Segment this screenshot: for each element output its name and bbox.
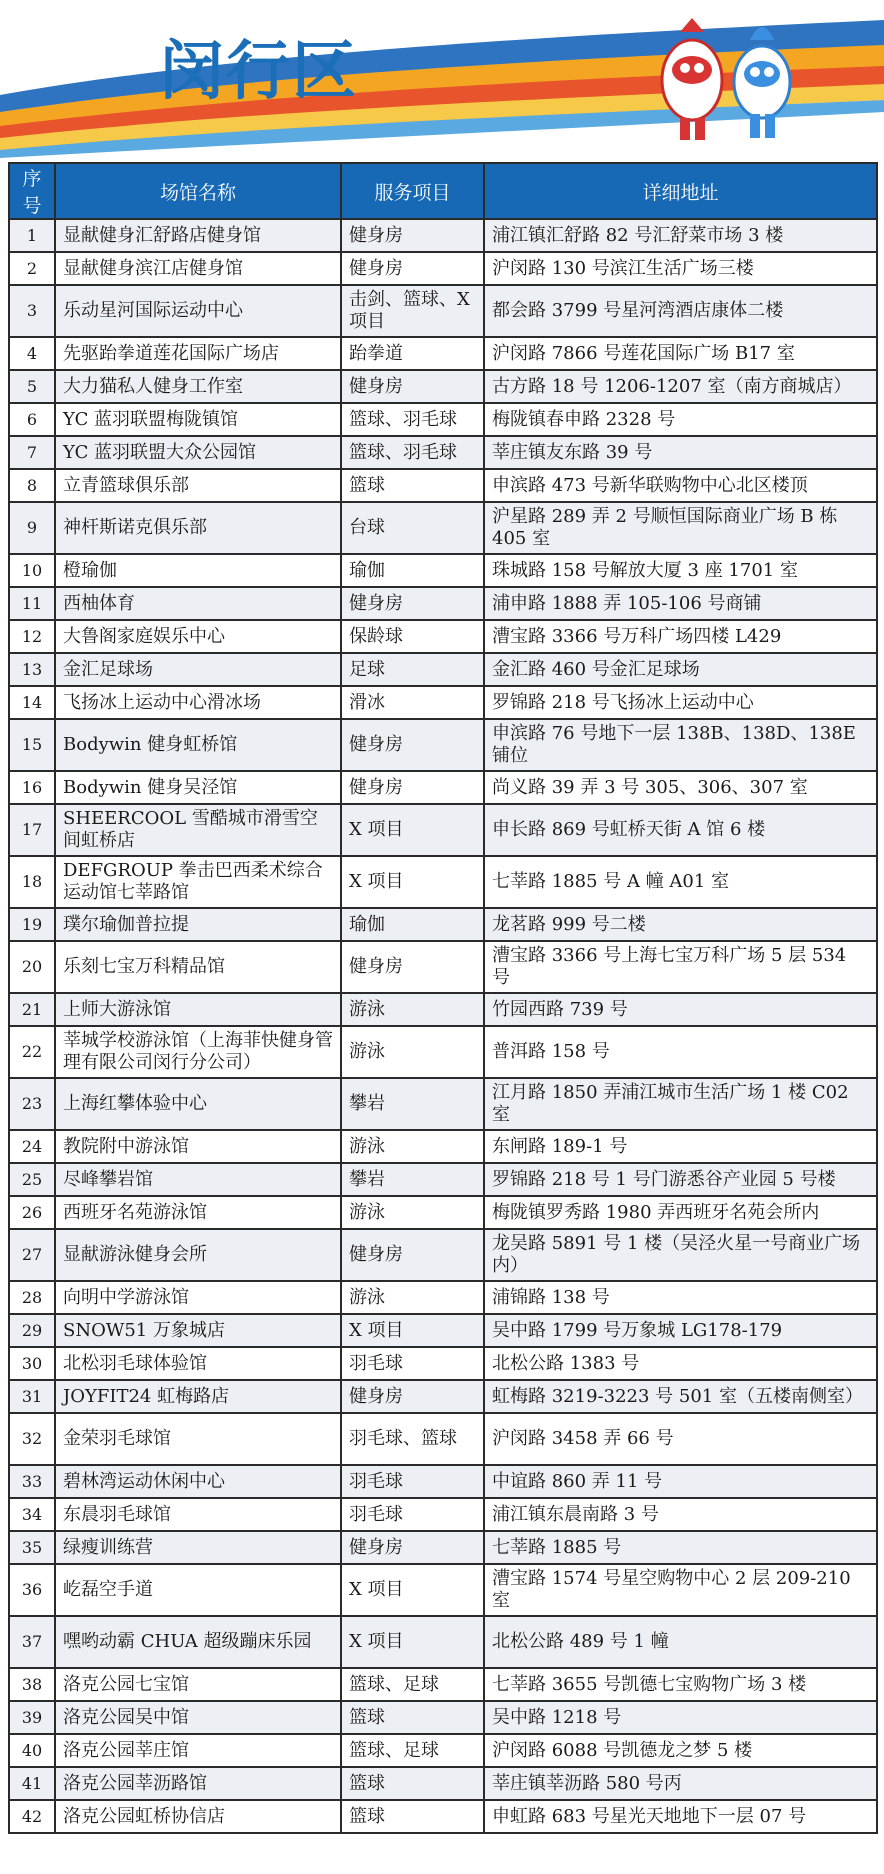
- cell-no: 27: [9, 1229, 55, 1281]
- cell-address: 珠城路 158 号解放大厦 3 座 1701 室: [484, 554, 877, 587]
- cell-no: 4: [9, 337, 55, 370]
- cell-service: 游泳: [341, 1196, 484, 1229]
- cell-no: 12: [9, 620, 55, 653]
- col-header-name: 场馆名称: [55, 163, 341, 219]
- cell-no: 29: [9, 1314, 55, 1347]
- cell-address: 浦江镇东晨南路 3 号: [484, 1498, 877, 1531]
- cell-venue-name: 飞扬冰上运动中心滑冰场: [55, 686, 341, 719]
- cell-service: 台球: [341, 502, 484, 554]
- cell-venue-name: DEFGROUP 拳击巴西柔术综合运动馆七莘路馆: [55, 856, 341, 908]
- cell-no: 38: [9, 1668, 55, 1701]
- cell-address: 申长路 869 号虹桥天街 A 馆 6 楼: [484, 804, 877, 856]
- cell-venue-name: 莘城学校游泳馆（上海菲快健身管理有限公司闵行分公司）: [55, 1026, 341, 1078]
- cell-service: 健身房: [341, 719, 484, 771]
- cell-address: 东闸路 189-1 号: [484, 1130, 877, 1163]
- cell-service: 健身房: [341, 219, 484, 252]
- banner-header: [0, 0, 884, 158]
- table-row: [9, 653, 877, 686]
- cell-no: 13: [9, 653, 55, 686]
- cell-venue-name: 璞尔瑜伽普拉提: [55, 908, 341, 941]
- table-row: [9, 337, 877, 370]
- cell-venue-name: 洛克公园吴中馆: [55, 1701, 341, 1734]
- cell-venue-name: 西柚体育: [55, 587, 341, 620]
- cell-venue-name: 嘿哟动霸 CHUA 超级蹦床乐园: [55, 1616, 341, 1668]
- cell-venue-name: SNOW51 万象城店: [55, 1314, 341, 1347]
- cell-address: 沪闵路 130 号滨江生活广场三楼: [484, 252, 877, 285]
- cell-venue-name: 显献健身滨江店健身馆: [55, 252, 341, 285]
- cell-address: 罗锦路 218 号 1 号门游悉谷产业园 5 号楼: [484, 1163, 877, 1196]
- cell-service: 篮球、足球: [341, 1734, 484, 1767]
- cell-venue-name: 洛克公园莘沥路馆: [55, 1767, 341, 1800]
- table-row: [9, 856, 877, 908]
- cell-address: 七莘路 3655 号凯德七宝购物广场 3 楼: [484, 1668, 877, 1701]
- cell-service: 健身房: [341, 587, 484, 620]
- cell-venue-name: SHEERCOOL 雪酷城市滑雪空间虹桥店: [55, 804, 341, 856]
- cell-service: X 项目: [341, 856, 484, 908]
- cell-no: 18: [9, 856, 55, 908]
- col-header-address: 详细地址: [484, 163, 877, 219]
- cell-service: 篮球、羽毛球: [341, 403, 484, 436]
- cell-service: 健身房: [341, 941, 484, 993]
- table-row: [9, 620, 877, 653]
- cell-venue-name: 绿瘦训练营: [55, 1531, 341, 1564]
- cell-venue-name: 神杆斯诺克俱乐部: [55, 502, 341, 554]
- cell-service: 篮球: [341, 1800, 484, 1833]
- cell-venue-name: 上师大游泳馆: [55, 993, 341, 1026]
- cell-venue-name: 金汇足球场: [55, 653, 341, 686]
- cell-service: 健身房: [341, 771, 484, 804]
- cell-address: 普洱路 158 号: [484, 1026, 877, 1078]
- table-row: [9, 1734, 877, 1767]
- cell-address: 龙吴路 5891 号 1 楼（吴泾火星一号商业广场内）: [484, 1229, 877, 1281]
- table-row: [9, 686, 877, 719]
- cell-no: 22: [9, 1026, 55, 1078]
- cell-venue-name: 大力猫私人健身工作室: [55, 370, 341, 403]
- table-row: [9, 1531, 877, 1564]
- cell-no: 6: [9, 403, 55, 436]
- table-row: [9, 1026, 877, 1078]
- table-row: [9, 804, 877, 856]
- cell-venue-name: 金荣羽毛球馆: [55, 1413, 341, 1465]
- cell-no: 25: [9, 1163, 55, 1196]
- table-row: [9, 1229, 877, 1281]
- cell-address: 虹梅路 3219-3223 号 501 室（五楼南侧室）: [484, 1380, 877, 1413]
- cell-no: 39: [9, 1701, 55, 1734]
- table-row: [9, 1564, 877, 1616]
- cell-no: 24: [9, 1130, 55, 1163]
- cell-no: 23: [9, 1078, 55, 1130]
- cell-address: 申滨路 473 号新华联购物中心北区楼顶: [484, 469, 877, 502]
- table-row: [9, 554, 877, 587]
- cell-no: 31: [9, 1380, 55, 1413]
- cell-venue-name: 洛克公园七宝馆: [55, 1668, 341, 1701]
- table-row: [9, 403, 877, 436]
- cell-venue-name: Bodywin 健身虹桥馆: [55, 719, 341, 771]
- table-row: [9, 1380, 877, 1413]
- table-row: [9, 285, 877, 337]
- table-row: [9, 370, 877, 403]
- cell-address: 江月路 1850 弄浦江城市生活广场 1 楼 C02 室: [484, 1078, 877, 1130]
- table-row: [9, 436, 877, 469]
- cell-service: 健身房: [341, 1380, 484, 1413]
- cell-address: 申虹路 683 号星光天地地下一层 07 号: [484, 1800, 877, 1833]
- cell-no: 40: [9, 1734, 55, 1767]
- cell-address: 浦江镇汇舒路 82 号汇舒菜市场 3 楼: [484, 219, 877, 252]
- cell-address: 漕宝路 3366 号万科广场四楼 L429: [484, 620, 877, 653]
- cell-venue-name: 碧林湾运动休闲中心: [55, 1465, 341, 1498]
- table-row: [9, 252, 877, 285]
- cell-venue-name: 北松羽毛球体验馆: [55, 1347, 341, 1380]
- table-row: [9, 1196, 877, 1229]
- cell-service: 羽毛球: [341, 1347, 484, 1380]
- cell-no: 5: [9, 370, 55, 403]
- cell-address: 七莘路 1885 号 A 幢 A01 室: [484, 856, 877, 908]
- cell-address: 北松公路 489 号 1 幢: [484, 1616, 877, 1668]
- cell-no: 19: [9, 908, 55, 941]
- cell-venue-name: 上海红攀体验中心: [55, 1078, 341, 1130]
- mascot-illustration: [640, 10, 820, 150]
- table-row: [9, 1347, 877, 1380]
- venue-table: [8, 162, 878, 1834]
- cell-address: 沪闵路 7866 号莲花国际广场 B17 室: [484, 337, 877, 370]
- cell-service: 羽毛球: [341, 1498, 484, 1531]
- cell-no: 8: [9, 469, 55, 502]
- cell-service: 健身房: [341, 1531, 484, 1564]
- cell-no: 1: [9, 219, 55, 252]
- cell-venue-name: 先驱跆拳道莲花国际广场店: [55, 337, 341, 370]
- cell-service: 击剑、篮球、X 项目: [341, 285, 484, 337]
- cell-no: 42: [9, 1800, 55, 1833]
- cell-no: 16: [9, 771, 55, 804]
- cell-venue-name: 显献游泳健身会所: [55, 1229, 341, 1281]
- cell-address: 七莘路 1885 号: [484, 1531, 877, 1564]
- table-row: [9, 908, 877, 941]
- cell-service: 游泳: [341, 1281, 484, 1314]
- cell-address: 申滨路 76 号地下一层 138B、138D、138E 铺位: [484, 719, 877, 771]
- cell-no: 3: [9, 285, 55, 337]
- table-row: [9, 219, 877, 252]
- cell-venue-name: 立青篮球俱乐部: [55, 469, 341, 502]
- table-row: [9, 1498, 877, 1531]
- cell-no: 10: [9, 554, 55, 587]
- table-row: [9, 1281, 877, 1314]
- table-row: [9, 469, 877, 502]
- cell-no: 37: [9, 1616, 55, 1668]
- cell-venue-name: 屹磊空手道: [55, 1564, 341, 1616]
- cell-service: X 项目: [341, 1616, 484, 1668]
- cell-address: 沪星路 289 弄 2 号顺恒国际商业广场 B 栋 405 室: [484, 502, 877, 554]
- cell-service: 游泳: [341, 993, 484, 1026]
- cell-service: 篮球、足球: [341, 1668, 484, 1701]
- table-row: [9, 771, 877, 804]
- cell-address: 吴中路 1218 号: [484, 1701, 877, 1734]
- cell-venue-name: 显献健身汇舒路店健身馆: [55, 219, 341, 252]
- cell-no: 30: [9, 1347, 55, 1380]
- cell-service: 健身房: [341, 1229, 484, 1281]
- table-row: [9, 1668, 877, 1701]
- cell-address: 梅陇镇春申路 2328 号: [484, 403, 877, 436]
- cell-venue-name: 西班牙名苑游泳馆: [55, 1196, 341, 1229]
- cell-venue-name: 橙瑜伽: [55, 554, 341, 587]
- table-row: [9, 587, 877, 620]
- cell-no: 36: [9, 1564, 55, 1616]
- cell-service: 篮球: [341, 469, 484, 502]
- cell-venue-name: YC 蓝羽联盟梅陇镇馆: [55, 403, 341, 436]
- table-row: [9, 1130, 877, 1163]
- cell-service: 瑜伽: [341, 908, 484, 941]
- cell-no: 34: [9, 1498, 55, 1531]
- table-row: [9, 1078, 877, 1130]
- table-row: [9, 1616, 877, 1668]
- cell-address: 莘庄镇莘沥路 580 号丙: [484, 1767, 877, 1800]
- cell-address: 吴中路 1799 号万象城 LG178-179: [484, 1314, 877, 1347]
- cell-address: 竹园西路 739 号: [484, 993, 877, 1026]
- col-header-service: 服务项目: [341, 163, 484, 219]
- cell-no: 7: [9, 436, 55, 469]
- cell-service: 攀岩: [341, 1163, 484, 1196]
- cell-address: 罗锦路 218 号飞扬冰上运动中心: [484, 686, 877, 719]
- cell-service: 羽毛球、篮球: [341, 1413, 484, 1465]
- cell-service: X 项目: [341, 1314, 484, 1347]
- cell-no: 14: [9, 686, 55, 719]
- cell-service: 游泳: [341, 1130, 484, 1163]
- cell-service: 瑜伽: [341, 554, 484, 587]
- table-row: [9, 1314, 877, 1347]
- cell-address: 浦申路 1888 弄 105-106 号商铺: [484, 587, 877, 620]
- cell-no: 9: [9, 502, 55, 554]
- cell-address: 都会路 3799 号星河湾酒店康体二楼: [484, 285, 877, 337]
- cell-no: 28: [9, 1281, 55, 1314]
- table-row: [9, 1163, 877, 1196]
- cell-venue-name: YC 蓝羽联盟大众公园馆: [55, 436, 341, 469]
- table-row: [9, 993, 877, 1026]
- col-header-no: 序号: [9, 163, 55, 219]
- cell-service: 健身房: [341, 252, 484, 285]
- cell-address: 沪闵路 3458 弄 66 号: [484, 1413, 877, 1465]
- cell-service: 羽毛球: [341, 1465, 484, 1498]
- cell-no: 26: [9, 1196, 55, 1229]
- cell-no: 41: [9, 1767, 55, 1800]
- cell-address: 漕宝路 1574 号星空购物中心 2 层 209-210 室: [484, 1564, 877, 1616]
- cell-service: X 项目: [341, 804, 484, 856]
- cell-venue-name: Bodywin 健身吴泾馆: [55, 771, 341, 804]
- cell-venue-name: 洛克公园莘庄馆: [55, 1734, 341, 1767]
- cell-address: 漕宝路 3366 号上海七宝万科广场 5 层 534 号: [484, 941, 877, 993]
- cell-venue-name: 向明中学游泳馆: [55, 1281, 341, 1314]
- cell-address: 尚义路 39 弄 3 号 305、306、307 室: [484, 771, 877, 804]
- cell-service: 攀岩: [341, 1078, 484, 1130]
- cell-no: 35: [9, 1531, 55, 1564]
- cell-address: 莘庄镇友东路 39 号: [484, 436, 877, 469]
- cell-no: 33: [9, 1465, 55, 1498]
- cell-service: 游泳: [341, 1026, 484, 1078]
- page-title: 闵行区: [160, 35, 358, 109]
- cell-service: 保龄球: [341, 620, 484, 653]
- venue-table-body: [9, 219, 877, 1833]
- cell-address: 梅陇镇罗秀路 1980 弄西班牙名苑会所内: [484, 1196, 877, 1229]
- cell-address: 浦锦路 138 号: [484, 1281, 877, 1314]
- cell-service: 滑冰: [341, 686, 484, 719]
- cell-venue-name: 东晨羽毛球馆: [55, 1498, 341, 1531]
- cell-no: 21: [9, 993, 55, 1026]
- table-row: [9, 1800, 877, 1833]
- table-row: [9, 719, 877, 771]
- cell-service: 跆拳道: [341, 337, 484, 370]
- cell-no: 11: [9, 587, 55, 620]
- cell-address: 古方路 18 号 1206-1207 室（南方商城店）: [484, 370, 877, 403]
- cell-venue-name: 尽峰攀岩馆: [55, 1163, 341, 1196]
- cell-no: 20: [9, 941, 55, 993]
- cell-no: 2: [9, 252, 55, 285]
- cell-address: 金汇路 460 号金汇足球场: [484, 653, 877, 686]
- cell-no: 17: [9, 804, 55, 856]
- cell-venue-name: JOYFIT24 虹梅路店: [55, 1380, 341, 1413]
- cell-venue-name: 大鲁阁家庭娱乐中心: [55, 620, 341, 653]
- cell-venue-name: 洛克公园虹桥协信店: [55, 1800, 341, 1833]
- cell-service: 健身房: [341, 370, 484, 403]
- cell-venue-name: 教院附中游泳馆: [55, 1130, 341, 1163]
- cell-service: 篮球、羽毛球: [341, 436, 484, 469]
- table-row: [9, 1767, 877, 1800]
- cell-address: 中谊路 860 弄 11 号: [484, 1465, 877, 1498]
- cell-service: 足球: [341, 653, 484, 686]
- cell-service: X 项目: [341, 1564, 484, 1616]
- table-row: [9, 1413, 877, 1465]
- table-header-row: [9, 163, 877, 219]
- table-row: [9, 502, 877, 554]
- cell-venue-name: 乐动星河国际运动中心: [55, 285, 341, 337]
- cell-service: 篮球: [341, 1701, 484, 1734]
- cell-address: 沪闵路 6088 号凯德龙之梦 5 楼: [484, 1734, 877, 1767]
- table-row: [9, 1701, 877, 1734]
- cell-service: 篮球: [341, 1767, 484, 1800]
- cell-address: 龙茗路 999 号二楼: [484, 908, 877, 941]
- cell-venue-name: 乐刻七宝万科精品馆: [55, 941, 341, 993]
- cell-address: 北松公路 1383 号: [484, 1347, 877, 1380]
- table-row: [9, 1465, 877, 1498]
- cell-no: 32: [9, 1413, 55, 1465]
- cell-no: 15: [9, 719, 55, 771]
- table-row: [9, 941, 877, 993]
